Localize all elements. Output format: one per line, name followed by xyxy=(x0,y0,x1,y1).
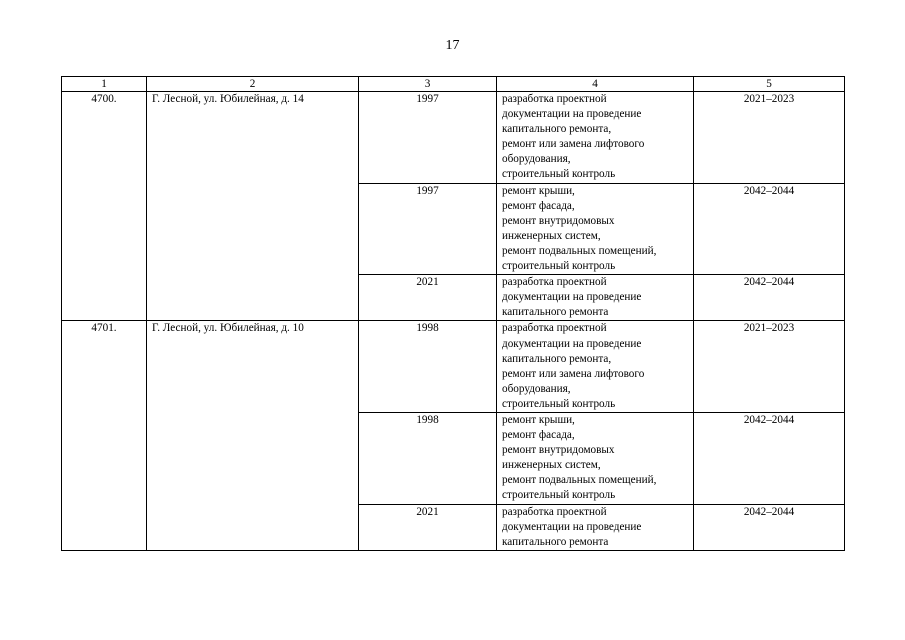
period-cell: 2042–2044 xyxy=(694,183,845,275)
year-cell: 2021 xyxy=(359,504,497,550)
work-item: документации на проведение xyxy=(502,108,642,121)
work-item: ремонт внутридомовых xyxy=(502,214,615,227)
page-number: 17 xyxy=(445,38,460,53)
work-item: документации на проведение xyxy=(502,520,642,533)
table-row xyxy=(62,321,845,413)
header-row xyxy=(62,77,845,92)
work-item: разработка проектной xyxy=(502,93,607,105)
work-item: капитального ремонта xyxy=(502,535,609,548)
year-cell: 1998 xyxy=(359,412,497,504)
work-item: ремонт или замена лифтового xyxy=(502,138,645,151)
year-cell: 1997 xyxy=(359,183,497,275)
building-number-cell: 4701. xyxy=(62,321,147,550)
header-col-4: 4 xyxy=(497,77,694,92)
work-item: строительный контроль xyxy=(502,168,616,181)
works-cell xyxy=(497,183,694,275)
address-cell: Г. Лесной, ул. Юбилейная, д. 10 xyxy=(147,321,359,550)
work-item: строительный контроль xyxy=(502,397,616,410)
table-body xyxy=(62,92,845,551)
work-item: оборудования, xyxy=(502,382,571,395)
work-item: строительный контроль xyxy=(502,260,616,273)
repair-schedule-table xyxy=(61,76,845,551)
period-cell: 2021–2023 xyxy=(694,92,845,184)
header-col-2: 2 xyxy=(147,77,359,92)
header-col-5: 5 xyxy=(694,77,845,92)
period-cell: 2021–2023 xyxy=(694,321,845,413)
work-item: ремонт крыши, xyxy=(502,184,575,197)
period-cell: 2042–2044 xyxy=(694,504,845,550)
work-item: капитального ремонта, xyxy=(502,352,612,365)
year-cell: 1997 xyxy=(359,92,497,184)
header-col-3: 3 xyxy=(359,77,497,92)
period-cell: 2042–2044 xyxy=(694,412,845,504)
work-item: документации на проведение xyxy=(502,291,642,304)
table-header xyxy=(62,77,845,92)
work-item: инженерных систем, xyxy=(502,459,601,472)
year-cell: 1998 xyxy=(359,321,497,413)
building-number-cell: 4700. xyxy=(62,92,147,321)
works-cell xyxy=(497,504,694,550)
work-item: капитального ремонта, xyxy=(502,123,612,136)
work-item: разработка проектной xyxy=(502,505,607,518)
work-item: ремонт фасада, xyxy=(502,199,575,212)
period-cell: 2042–2044 xyxy=(694,275,845,321)
work-item: разработка проектной xyxy=(502,276,607,289)
year-cell: 2021 xyxy=(359,275,497,321)
works-cell xyxy=(497,321,694,413)
work-item: разработка проектной xyxy=(502,322,607,335)
table-row xyxy=(62,92,845,184)
work-item: ремонт подвальных помещений, xyxy=(502,244,657,257)
works-cell xyxy=(497,412,694,504)
work-item: документации на проведение xyxy=(502,337,642,350)
address-cell: Г. Лесной, ул. Юбилейная, д. 14 xyxy=(147,92,359,321)
work-item: капитального ремонта xyxy=(502,306,609,319)
work-item: оборудования, xyxy=(502,153,571,166)
works-cell xyxy=(497,92,694,184)
work-item: инженерных систем, xyxy=(502,229,601,242)
work-item: ремонт внутридомовых xyxy=(502,444,615,457)
works-cell xyxy=(497,275,694,321)
work-item: ремонт крыши, xyxy=(502,413,575,426)
work-item: ремонт или замена лифтового xyxy=(502,367,645,380)
work-item: ремонт подвальных помещений, xyxy=(502,474,657,487)
work-item: строительный контроль xyxy=(502,489,616,502)
header-col-1: 1 xyxy=(62,77,147,92)
work-item: ремонт фасада, xyxy=(502,429,575,442)
